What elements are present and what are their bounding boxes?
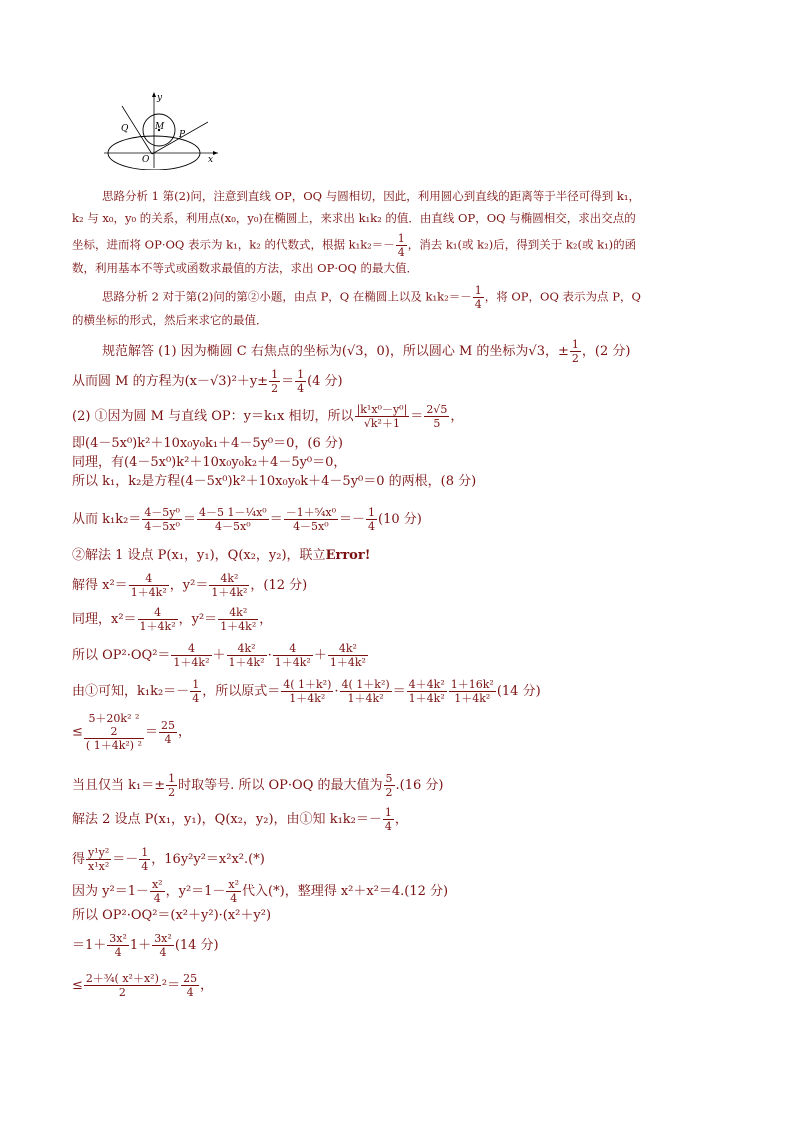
solution-step-s6: 所以 k₁，k₂是方程(4－5x⁰)k²＋10x₀y₀k＋4－5y⁰＝0 的两根，(8 分) <box>72 474 477 489</box>
solution-tangent: (2) ①因为圆 M 与直线 OP：y＝k₁x 相切，所以 $\frac{\text{|k¹x⁰－y⁰|}}{\text{√k²＋1}}$ ＝ $\frac{2√5}{5}$ ， <box>72 403 464 430</box>
label-o: O <box>142 155 150 165</box>
solution-expand: ＝1＋ $\frac{\text{3x²}}{4}$ 1＋ $\frac{\text{3x²}}{4}$ (14 分) <box>72 932 219 959</box>
solution-method2-setup: 解法 2 设点 P(x₁，y₁)，Q(x₂，y₂)，由①知 k₁k₂＝－ $\frac{1}{4}$ ， <box>72 806 408 833</box>
analysis1-line4: 数，利用基本不等式或函数求最值的方法，求出 OP·OQ 的最大值． <box>72 261 418 275</box>
solution-similarly: 同理，x²＝ $\frac{4}{\text{1＋4k²}}$ ，y²＝ $\frac{\text{4k²}}{\text{1＋4k²}}$ ， <box>72 606 273 633</box>
solution-step-s5: 同理，有(4－5x⁰)k²＋10x₀y₀k₂＋4－5y⁰＝0， <box>72 455 347 470</box>
y-axis-arrow <box>152 92 156 97</box>
label-y: y <box>157 93 163 103</box>
solution-substitute-y: 因为 y²＝1－ $\frac{\text{x²}}{4}$ ，y²＝1－ $\frac{\text{x²}}{4}$ 代入(*)，整理得 x²＋x²＝4.(12 分) <box>72 878 449 905</box>
figure-svg <box>100 88 224 170</box>
solution-step-s18: 所以 OP²·OQ²＝(x²＋y²)·(x²＋y²) <box>72 908 272 923</box>
label-m: M <box>155 122 165 132</box>
solution-k1k2: 从而 k₁k₂＝ $\frac{\text{4－5y⁰}}{\text{4－5x⁰}}$ ＝ $\frac{\text{4－5 1－¹⁄₄x⁰}}{\text{4－5x⁰}}$ ＝ $\frac{\text{－1＋⁵⁄₄x⁰}}{\text{4－5x⁰}}$ ＝－ $\frac{1}{4}$ (10 分) <box>72 506 422 533</box>
solution-substitution: 由①可知，k₁k₂＝－ $\frac{1}{4}$ ，所以原式＝ $\frac{\text{4( 1＋k²)}}{\text{1＋4k²}}$ · $\frac{\text{4( 1＋k²)}}{\text{1＋4k²}}$ ＝ $\frac{\text{4＋4k²}}{\text{1＋4k²}}$ $\frac{\text{1＋16k²}}{\text{1＋4k²}}$ (14 分) <box>72 678 541 705</box>
analysis2-line1: 思路分析 2 对于第(2)问的第②小题，由点 P，Q 在椭圆上以及 k₁k₂＝－ $\frac{1}{4}$ ，将 OP，OQ 表示为点 P，Q <box>102 284 641 311</box>
solution-solve-x-y: 解得 x²＝ $\frac{4}{\text{1＋4k²}}$ ，y²＝ $\frac{\text{4k²}}{\text{1＋4k²}}$ ，(12 分) <box>72 572 308 599</box>
solution-op-oq-product: 所以 OP²·OQ²＝ $\frac{4}{\text{1＋4k²}}$ ＋ $\frac{\text{4k²}}{\text{1＋4k²}}$ · $\frac{4}{\text{1＋4k²}}$ ＋ $\frac{\text{4k²}}{\text{1＋4k²}}$ <box>72 642 366 669</box>
analysis2-line2: 的横坐标的形式，然后来求它的最值． <box>72 313 268 327</box>
label-p: P <box>179 130 186 140</box>
solution-method1-setup: ②解法 1 设点 P(x₁，y₁)，Q(x₂，y₂)，联立Error! <box>72 548 371 563</box>
x-axis-arrow <box>213 151 218 155</box>
solution-ratio: 得 $\frac{\text{y¹y²}}{\text{x¹x²}}$ ＝－ $\frac{1}{4}$ ，16y²y²＝x²x².(*) <box>72 846 265 873</box>
solution-circle-equation: 从而圆 M 的方程为(x－√3)²＋y± $\frac{1}{2}$ ＝ $\frac{1}{4}$ (4 分) <box>72 368 343 395</box>
analysis1-line3: 坐标，进而将 OP·OQ 表示为 k₁，k₂ 的代数式，根据 k₁k₂＝－ $\frac{1}{4}$ ，消去 k₁(或 k₂)后，得到关于 k₂(或 k₁)的函 <box>72 232 637 259</box>
label-x: x <box>208 155 214 165</box>
solution-step-s4: 即(4－5x⁰)k²＋10x₀y₀k₁＋4－5y⁰＝0，(6 分) <box>72 436 343 451</box>
solution-inequality-1: ≤ 5＋20k² ² 2 ( 1＋4k²) ² ＝ $\frac{25}{4}$ ， <box>72 712 191 752</box>
analysis1-line1: 思路分析 1 第(2)问，注意到直线 OP，OQ 与圆相切，因此，利用圆心到直线的距离等于半径可得到 k₁， <box>102 189 640 203</box>
label-q: Q <box>121 124 129 134</box>
solution-max-value-1: 当且仅当 k₁＝± $\frac{1}{2}$ 时取等号. 所以 OP·OQ 的最大值为 $\frac{5}{2}$ .(16 分) <box>72 772 444 799</box>
ellipse-circle-figure <box>100 88 224 170</box>
solution-part1: 规范解答 (1) 因为椭圆 C 右焦点的坐标为(√3，0)，所以圆心 M 的坐标为√3，± $\frac{1}{2}$ ，(2 分) <box>102 338 631 365</box>
analysis1-line2: k₂ 与 x₀，y₀ 的关系，利用点(x₀，y₀)在椭圆上，来求出 k₁k₂ 的值．由直线 OP，OQ 与椭圆相交，求出交点的 <box>72 211 636 225</box>
solution-inequality-2: ≤ $\frac{\text{2＋³⁄₄( x²＋x²)}}{2}$ ²＝ $\frac{25}{4}$ ， <box>72 972 214 999</box>
